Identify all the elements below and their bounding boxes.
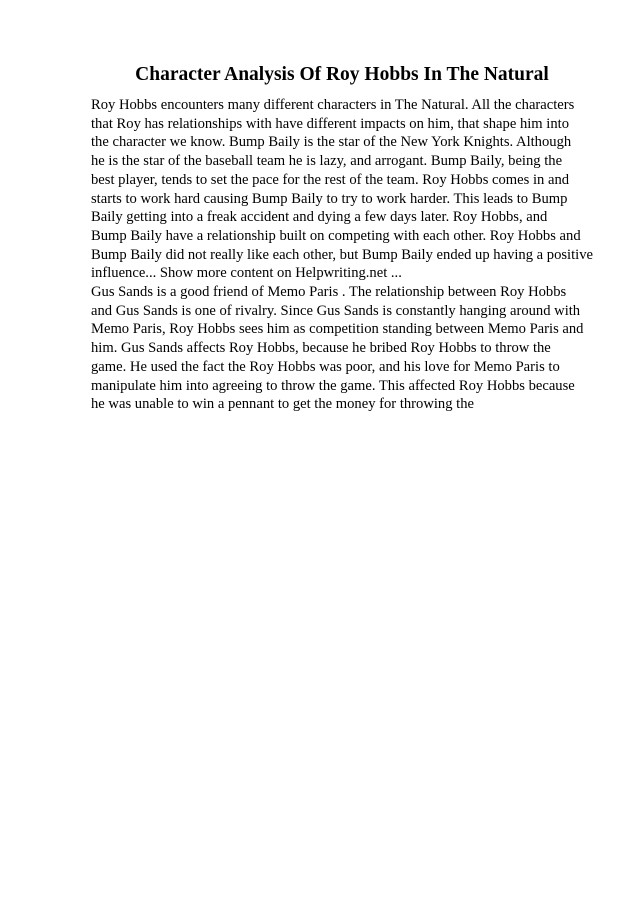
body-line: Memo Paris, Roy Hobbs sees him as competition standing between Memo Paris and <box>91 321 584 338</box>
body-line: Gus Sands is a good friend of Memo Paris . The relationship between Roy Hobbs <box>91 284 567 301</box>
document-title: Character Analysis Of Roy Hobbs In The Natural <box>135 64 549 85</box>
body-line: Bump Baily did not really like each other, but Bump Baily ended up having a positive <box>91 246 593 263</box>
body-line: the character we know. Bump Baily is the star of the New York Knights. Although <box>91 134 572 151</box>
body-line: and Gus Sands is one of rivalry. Since Gus Sands is constantly hanging around with <box>91 302 581 319</box>
body-line: game. He used the fact the Roy Hobbs was poor, and his love for Memo Paris to <box>91 358 560 375</box>
body-line: he is the star of the baseball team he is lazy, and arrogant. Bump Baily, being the <box>91 153 563 170</box>
document-body <box>91 96 631 414</box>
body-line: influence... Show more content on Helpwriting.net ... <box>91 265 402 282</box>
body-line: him. Gus Sands affects Roy Hobbs, because he bribed Roy Hobbs to throw the <box>91 340 551 357</box>
body-line: Roy Hobbs encounters many different characters in The Natural. All the characters <box>91 97 575 113</box>
body-line: Baily getting into a freak accident and dying a few days later. Roy Hobbs, and <box>91 209 548 226</box>
body-line: starts to work hard causing Bump Baily to try to work harder. This leads to Bump <box>91 190 568 207</box>
body-line: he was unable to win a pennant to get the money for throwing the <box>91 396 474 413</box>
body-line: that Roy has relationships with have different impacts on him, that shape him into <box>91 115 569 132</box>
body-line: Bump Baily have a relationship built on competing with each other. Roy Hobbs and <box>91 227 581 244</box>
body-line: manipulate him into agreeing to throw the game. This affected Roy Hobbs because <box>91 377 575 394</box>
body-line: best player, tends to set the pace for the rest of the team. Roy Hobbs comes in and <box>91 171 570 188</box>
